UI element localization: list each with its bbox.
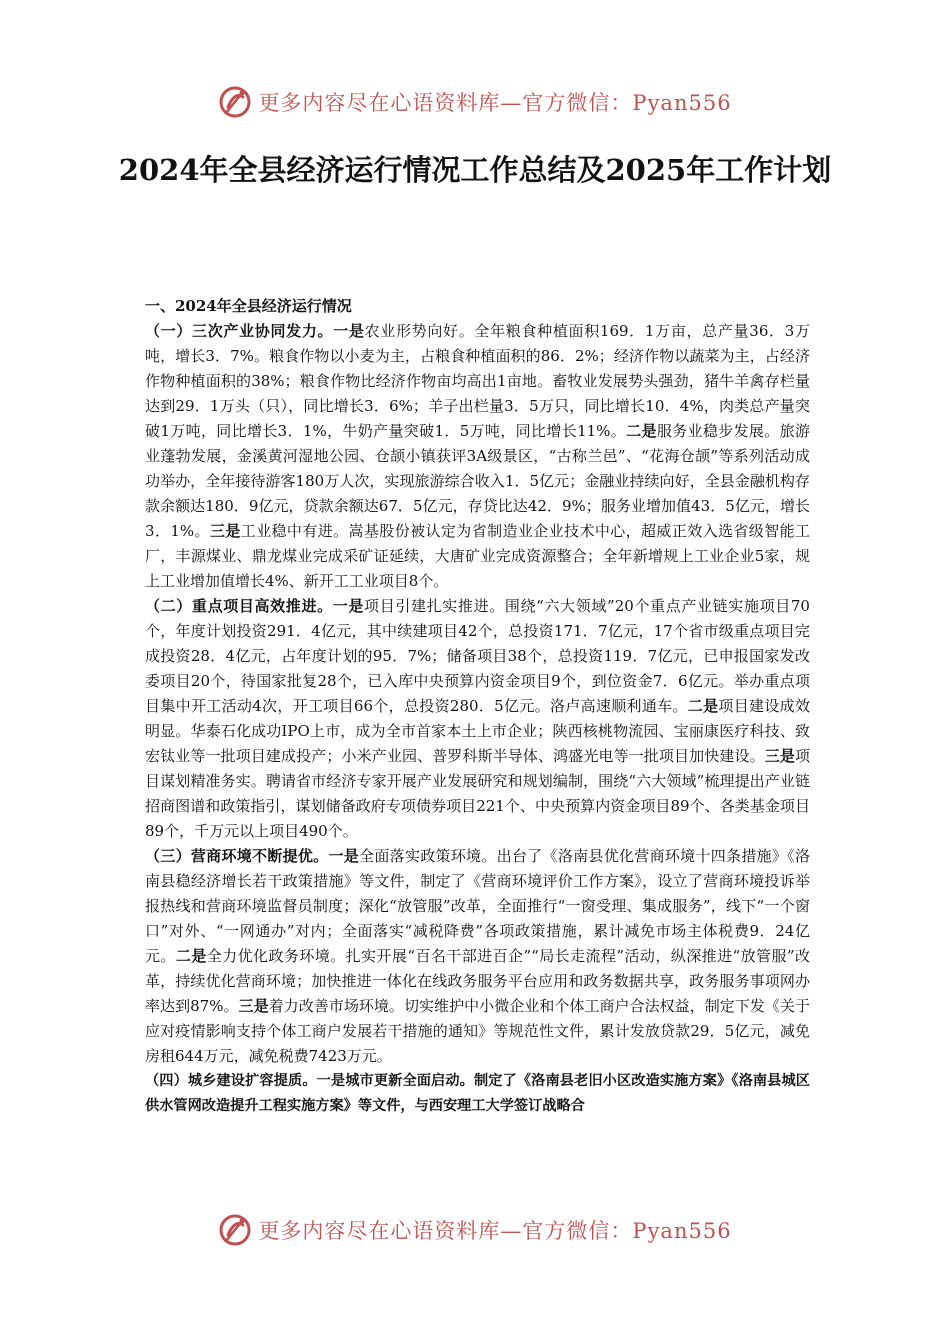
- section-3: [145, 844, 810, 1069]
- section-2-lead-1: 一是: [332, 597, 365, 615]
- document-title: 2024年全县经济运行情况工作总结及2025年工作计划: [118, 153, 832, 187]
- watermark-banner-top: [0, 82, 950, 122]
- section-2-text-3: 项目谋划精准务实。聘请省市经济专家开展产业发展研究和规划编制，围绕“六大领域”梳理提出产业链招商图谱和政策指引，谋划储备政府专项债券项目221个、中央预算内资金项目89个、各类基金项目89个，千万元以上项目490个。: [145, 747, 810, 840]
- section-1-lead-1: 一是: [333, 322, 365, 340]
- section-2-text-2: 项目建设成效明显。华泰石化成功IPO上市，成为全市首家本土上市企业；陕西核桃物流园、宝丽康医疗科技、致宏钛业等一批项目建成投产；小米产业园、普罗科斯半导体、鸿盛光电等一批项目加快建设。: [145, 697, 810, 765]
- section-2-title: （二）重点项目高效推进。: [145, 597, 333, 615]
- section-3-text-1: 全面落实政策环境。出台了《洛南县优化营商环境十四条措施》《洛南县稳经济增长若干政策措施》等文件，制定了《营商环境评价工作方案》，设立了营商环境投诉举报热线和营商环境监督员制度；深化“放管服”改革，全面推行“一窗受理、集成服务”，线下“一个窗口”对外、“一网通办”对内；全面落实“减税降费”各项政策措施，累计减免市场主体税费9．24亿元。: [145, 847, 810, 965]
- section-4-title: （四）城乡建设扩容提质。: [145, 1073, 317, 1089]
- section-3-lead-2: 二是: [175, 947, 207, 965]
- section-1-text-2: 服务业稳步发展。旅游业蓬勃发展，金溪黄河湿地公园、仓颉小镇获评3A级景区，“古称兰邑”、“花海仓颉”等系列活动成功举办，全年接待游客180万人次，实现旅游综合收入1．5亿元；金融业持续向好，全县金融机构存款余额达180．9亿元，贷款余额达67．5亿元，存贷比达42．9%；服务业增加值43．5亿元，增长3．1%。: [145, 422, 810, 540]
- section-1-text-1: 农业形势向好。全年粮食种植面积169．1万亩，总产量36．3万吨，增长3．7%。粮食作物以小麦为主，占粮食种植面积的86．2%；经济作物以蔬菜为主，占经济作物种植面积的38%；粮食作物比经济作物亩均高出1亩地。畜牧业发展势头强劲，猪牛羊禽存栏量达到29．1万头（只），同比增长3．6%；羊子出栏量3．5万只，同比增长10．4%，肉类总产量突破1万吨，同比增长3．1%，牛奶产量突破1．5万吨，同比增长11%。: [145, 322, 810, 440]
- section-1-text-3: 工业稳中有进。嵩基股份被认定为省制造业企业技术中心，超威正效入选省级智能工厂，丰源煤业、鼎龙煤业完成采矿证延续，大唐矿业完成资源整合；全年新增规上工业企业5家，规上工业增加值增长4%、新开工工业项目8个。: [145, 522, 810, 590]
- section-4: [145, 1069, 810, 1119]
- section-4-lead-1: 一是: [316, 1073, 346, 1089]
- section-1: [145, 319, 810, 594]
- section-2-lead-3: 三是: [764, 747, 795, 765]
- watermark-text: 更多内容尽在心语资料库—官方微信：Pyan556: [258, 91, 732, 115]
- section-4-text-1: 城市更新全面启动。制定了《洛南县老旧小区改造实施方案》《洛南县城区供水管网改造提升工程实施方案》等文件，与西安理工大学签订战略合: [145, 1073, 810, 1114]
- section-2-text-1: 项目引建扎实推进。围绕“六大领域”20个重点产业链实施项目70个，年度计划投资291．4亿元，其中续建项目42个，总投资171．7亿元，17个省市级重点项目完成投资28．4亿元，占年度计划的95．7%；储备项目38个，总投资119．7亿元，已申报国家发改委项目20个，待国家批复28个，已入库中央预算内资金项目9个，到位资金7．6亿元。举办重点项目集中开工活动4次，开工项目66个，总投资280．5亿元。洛卢高速顺利通车。: [145, 597, 810, 715]
- section-3-title: （三）营商环境不断提优。: [145, 847, 329, 865]
- watermark-text: 更多内容尽在心语资料库—官方微信：Pyan556: [258, 1219, 732, 1243]
- section-3-text-2: 全力优化政务环境。扎实开展“百名干部进百企”“局长走流程”活动，纵深推进“放管服”改革，持续优化营商环境；加快推进一体化在线政务服务平台应用和政务数据共享，政务服务事项网办率达到87%。: [145, 947, 810, 1015]
- heading-1: 一、2024年全县经济运行情况: [145, 297, 352, 315]
- section-2-lead-2: 二是: [687, 697, 719, 715]
- section-1-lead-3: 三是: [209, 522, 241, 540]
- watermark-logo-icon: [218, 1213, 252, 1247]
- watermark-logo-icon: [218, 85, 252, 119]
- section-2: [145, 594, 810, 844]
- watermark-banner-bottom: [0, 1210, 950, 1250]
- section-3-text-3: 着力改善市场环境。切实维护中小微企业和个体工商户合法权益，制定下发《关于应对疫情影响支持个体工商户发展若干措施的通知》等规范性文件，累计发放贷款29．5亿元，减免房租644万元，减免税费7423万元。: [145, 997, 810, 1065]
- section-3-lead-3: 三是: [238, 997, 269, 1015]
- section-3-lead-1: 一是: [328, 847, 360, 865]
- section-1-title: （一）三次产业协同发力。: [145, 322, 334, 340]
- section-1-lead-2: 二是: [626, 422, 657, 440]
- document-body: [145, 294, 810, 1119]
